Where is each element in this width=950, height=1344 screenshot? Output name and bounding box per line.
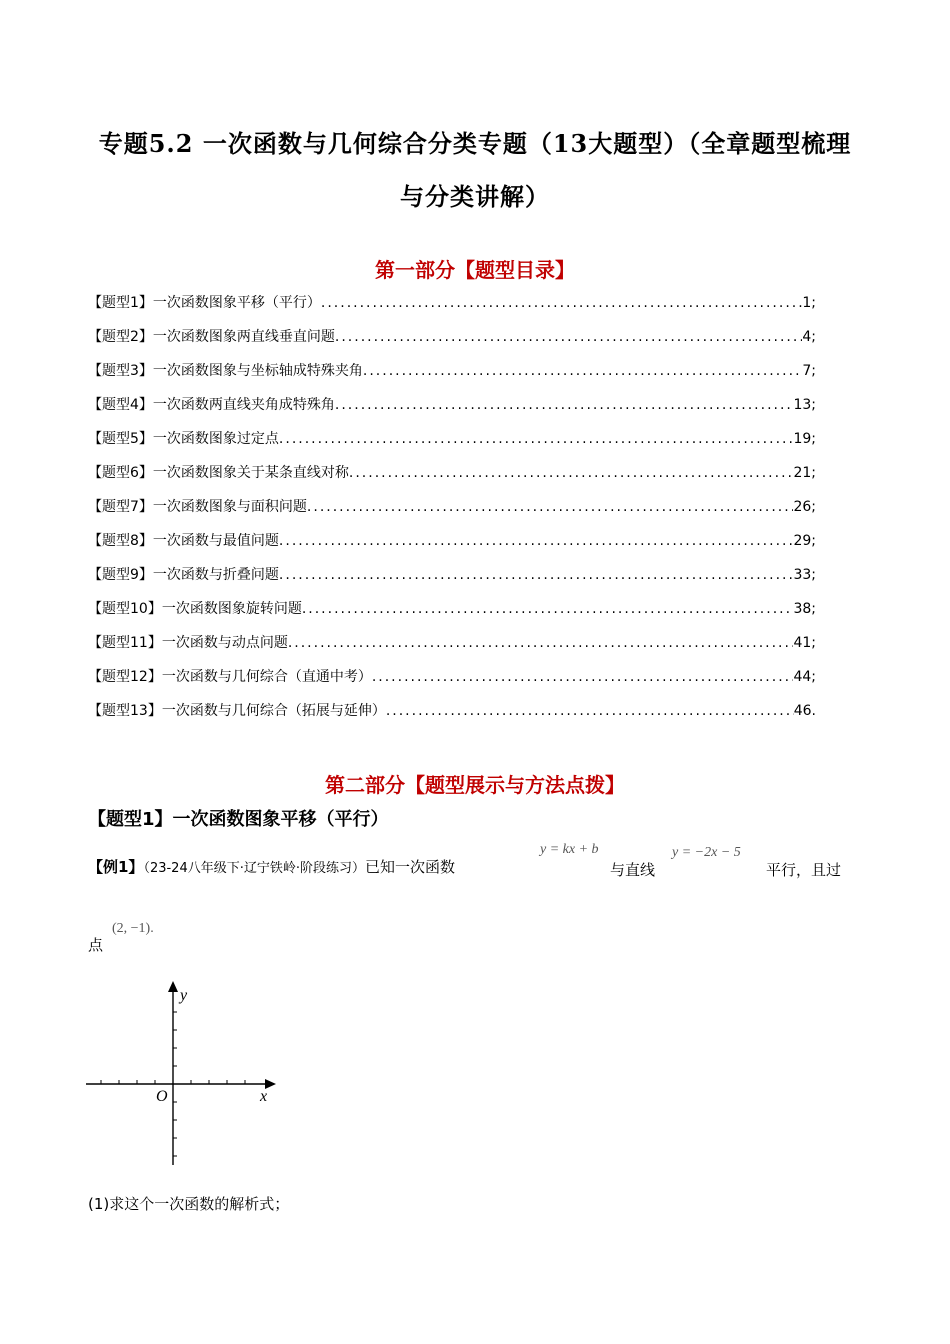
toc-leader-dots (372, 669, 794, 685)
toc-item[interactable] (88, 700, 816, 734)
example-text-point: 点 (88, 936, 104, 954)
toc-item-page: 44; (793, 669, 816, 685)
toc-leader-dots (335, 397, 794, 413)
y-axis-label: y (180, 987, 188, 1004)
toc-item-label: 【题型1】一次函数图象平移（平行） (88, 295, 321, 311)
toc-item-label: 【题型9】一次函数与折叠问题 (88, 567, 279, 583)
toc-item[interactable] (88, 496, 816, 530)
formula-function: y = kx + b (540, 842, 599, 857)
toc-item[interactable] (88, 564, 816, 598)
formula-point: (2, −1). (112, 921, 154, 936)
toc-item[interactable] (88, 326, 816, 360)
toc-item-page: 7; (802, 363, 816, 379)
toc-item[interactable] (88, 428, 816, 462)
example-text-after: 平行，且过 (766, 861, 842, 879)
toc-item[interactable] (88, 462, 816, 496)
toc-item-label: 【题型8】一次函数与最值问题 (88, 533, 279, 549)
topic1-heading: 【题型1】一次函数图象平移（平行） (88, 809, 389, 830)
toc-leader-dots (288, 635, 794, 651)
toc-item-label: 【题型6】一次函数图象关于某条直线对称 (88, 465, 349, 481)
toc-item-page: 46. (793, 703, 816, 719)
example-label: 【例1】 (88, 858, 144, 876)
section1-title: 第一部分【题型目录】 (375, 258, 575, 282)
toc-item-label: 【题型12】一次函数与几何综合（直通中考） (88, 669, 372, 685)
section2-title: 第二部分【题型展示与方法点拨】 (325, 773, 625, 797)
toc-item-label: 【题型3】一次函数图象与坐标轴成特殊夹角 (88, 363, 363, 379)
example-source: （23-24八年级下·辽宁铁岭·阶段练习） (143, 861, 365, 876)
toc-item[interactable] (88, 394, 816, 428)
question-1: (1)求这个一次函数的解析式； (88, 1195, 290, 1213)
example1-text (88, 856, 455, 877)
toc-item-label: 【题型5】一次函数图象过定点 (88, 431, 279, 447)
toc-item-page: 33; (793, 567, 816, 583)
toc-item[interactable] (88, 360, 816, 394)
toc-leader-dots (307, 499, 794, 515)
y-axis-arrow (168, 981, 178, 992)
document-title-line1: 专题5.2 一次函数与几何综合分类专题（13大题型）（全章题型梳理 (98, 129, 852, 158)
toc-item-label: 【题型11】一次函数与动点问题 (88, 635, 288, 651)
toc-item[interactable] (88, 530, 816, 564)
coordinate-axes (80, 980, 280, 1170)
toc-item-page: 4; (802, 329, 816, 345)
document-title-line2: 与分类讲解） (400, 182, 550, 211)
toc-item-page: 29; (793, 533, 816, 549)
origin-label: O (156, 1088, 168, 1105)
toc-item-label: 【题型4】一次函数两直线夹角成特殊角 (88, 397, 335, 413)
toc-item[interactable] (88, 632, 816, 666)
toc-leader-dots (279, 567, 794, 583)
toc-item-page: 1; (802, 295, 816, 311)
toc-item[interactable] (88, 598, 816, 632)
toc-item-page: 19; (793, 431, 816, 447)
table-of-contents (88, 292, 816, 734)
toc-leader-dots (349, 465, 794, 481)
toc-item-page: 21; (793, 465, 816, 481)
toc-item-label: 【题型7】一次函数图象与面积问题 (88, 499, 307, 515)
toc-item[interactable] (88, 292, 816, 326)
example-text-middle: 与直线 (610, 861, 656, 879)
toc-leader-dots (279, 533, 794, 549)
toc-leader-dots (363, 363, 802, 379)
toc-item-label: 【题型10】一次函数图象旋转问题 (88, 601, 302, 617)
toc-item-page: 41; (793, 635, 816, 651)
toc-item-page: 38; (793, 601, 816, 617)
toc-item-page: 13; (793, 397, 816, 413)
toc-item-label: 【题型13】一次函数与几何综合（拓展与延伸） (88, 703, 386, 719)
toc-item-page: 26; (793, 499, 816, 515)
toc-leader-dots (321, 295, 802, 311)
toc-leader-dots (302, 601, 794, 617)
toc-item[interactable] (88, 666, 816, 700)
toc-leader-dots (335, 329, 802, 345)
x-axis-label: x (260, 1088, 268, 1105)
formula-line: y = −2x − 5 (672, 845, 741, 860)
toc-leader-dots (279, 431, 794, 447)
toc-leader-dots (386, 703, 794, 719)
toc-item-label: 【题型2】一次函数图象两直线垂直问题 (88, 329, 335, 345)
example-text-before: 已知一次函数 (364, 858, 455, 876)
